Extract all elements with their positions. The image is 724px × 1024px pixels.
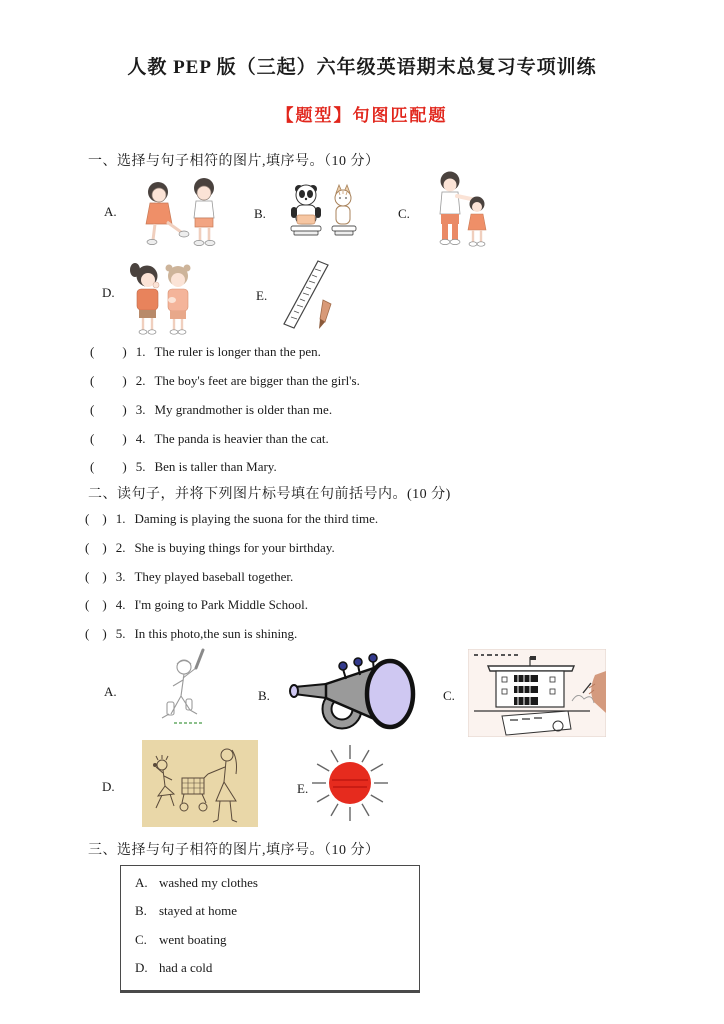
question-row: ( ) 5. Ben is taller than Mary. — [90, 459, 277, 474]
answer-bracket: ( — [90, 431, 95, 446]
answer-bracket: ( — [90, 459, 95, 474]
image-option-label-e: E. — [297, 781, 309, 796]
image-option-label-a: A. — [104, 204, 117, 219]
panda-and-cat-on-scales-icon — [278, 180, 366, 246]
question-row: ( ) 3. They played baseball together. — [85, 569, 294, 584]
girl-and-boy-comparing-feet-icon — [128, 172, 228, 250]
suona-horn-icon — [282, 652, 432, 736]
image-option-label-b: B. — [254, 206, 266, 221]
image-option-label-a: A. — [104, 684, 117, 699]
shining-sun-icon — [310, 742, 390, 824]
section2-heading: 二、读句子，并将下列图片标号填在句前括号内。(10 分) — [88, 487, 451, 502]
answer-bracket: ( — [85, 626, 90, 641]
image-option-label-c: C. — [443, 688, 455, 703]
answer-bracket: ( — [90, 402, 95, 417]
question-row: ( ) 5. In this photo,the sun is shining. — [85, 626, 298, 641]
answer-bracket: ( — [85, 511, 90, 526]
man-taller-than-girl-icon — [424, 170, 496, 252]
grandmother-and-girl-whispering-icon — [122, 258, 204, 338]
box-option-a: A. washed my clothes — [135, 875, 258, 890]
box-option-c: C. went boating — [135, 932, 227, 947]
answer-bracket: ( — [90, 373, 95, 388]
question-row: ( ) 4. The panda is heavier than the cat. — [90, 431, 329, 446]
question-row: ( ) 1. The ruler is longer than the pen. — [90, 344, 321, 359]
section1-heading: 一、选择与句子相符的图片,填序号。（10 分） — [88, 154, 380, 169]
answer-bracket: ( — [90, 344, 95, 359]
answer-bracket: ( — [85, 569, 90, 584]
question-row: ( ) 3. My grandmother is older than me. — [90, 402, 333, 417]
question-row: ( ) 4. I'm going to Park Middle School. — [85, 597, 308, 612]
question-row: ( ) 1. Daming is playing the suona for the third time. — [85, 511, 379, 526]
baseball-player-sketch-icon — [140, 646, 232, 736]
image-option-label-c: C. — [398, 206, 410, 221]
image-option-label-e: E. — [256, 288, 268, 303]
hand-drawing-school-icon — [468, 649, 606, 737]
box-option-b: B. stayed at home — [135, 903, 237, 918]
ruler-and-pen-icon — [272, 258, 342, 336]
mother-pushing-cart-drawing-icon — [142, 740, 258, 827]
box-option-d: D. had a cold — [135, 960, 213, 975]
page-title: 人教 PEP 版（三起）六年级英语期末总复习专项训练 — [127, 57, 597, 78]
section3-heading: 三、选择与句子相符的图片,填序号。（10 分） — [88, 843, 380, 858]
image-option-label-d: D. — [102, 779, 115, 794]
question-row: ( ) 2. She is buying things for your birthday. — [85, 540, 335, 555]
question-row: ( ) 2. The boy's feet are bigger than the girl's. — [90, 373, 360, 388]
image-option-label-b: B. — [258, 688, 270, 703]
options-box — [120, 865, 420, 993]
image-option-label-d: D. — [102, 285, 115, 300]
topic-heading: 【题型】句图匹配题 — [276, 106, 448, 125]
answer-bracket: ( — [85, 597, 90, 612]
answer-bracket: ( — [85, 540, 90, 555]
